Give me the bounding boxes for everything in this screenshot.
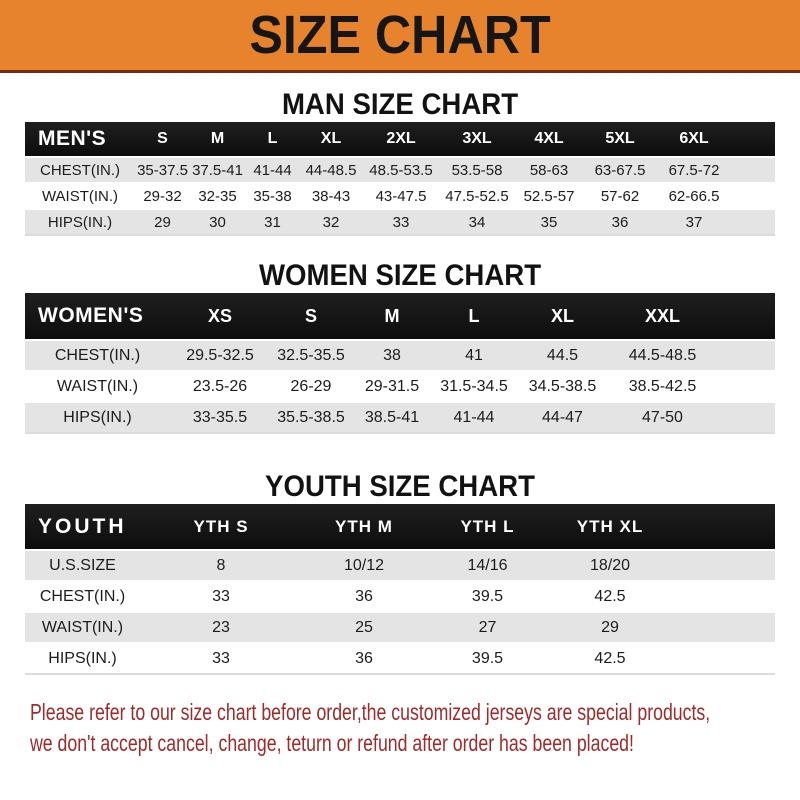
- measurement-value: 30: [190, 210, 245, 236]
- youth-header-row: [25, 504, 775, 549]
- size-column-header: L: [432, 293, 516, 339]
- measurement-label: HIPS(IN.): [25, 403, 170, 434]
- size-column-header: L: [245, 122, 300, 156]
- measurement-value: 33: [140, 644, 302, 675]
- measurement-value: 35: [514, 210, 584, 236]
- size-column-header: 5XL: [584, 122, 656, 156]
- measurement-value: 47.5-52.5: [440, 184, 514, 208]
- measurement-value: 31: [245, 210, 300, 236]
- measurement-value: 43-47.5: [362, 184, 440, 208]
- measurement-value: 23.5-26: [170, 372, 270, 401]
- measurement-value: 47-50: [609, 403, 716, 434]
- measurement-value: 33-35.5: [170, 403, 270, 434]
- measurement-row: [25, 613, 775, 642]
- measurement-value: 29.5-32.5: [170, 341, 270, 370]
- table-corner-label: WOMEN'S: [25, 293, 170, 339]
- mens-header-row: [25, 122, 775, 156]
- measurement-row: [25, 551, 775, 580]
- header-filler-cell: [671, 504, 775, 549]
- measurement-value: 10/12: [302, 551, 426, 580]
- row-filler-cell: [732, 210, 775, 236]
- measurement-value: 38.5-42.5: [609, 372, 716, 401]
- row-filler-cell: [732, 184, 775, 208]
- measurement-row: [25, 184, 775, 208]
- measurement-value: 44-47: [516, 403, 609, 434]
- row-filler-cell: [671, 551, 775, 580]
- row-filler-cell: [671, 582, 775, 611]
- measurement-value: 32-35: [190, 184, 245, 208]
- measurement-value: 36: [302, 582, 426, 611]
- size-column-header: YTH L: [426, 504, 549, 549]
- measurement-value: 36: [302, 644, 426, 675]
- size-column-header: XS: [170, 293, 270, 339]
- measurement-value: 33: [140, 582, 302, 611]
- measurement-value: 23: [140, 613, 302, 642]
- measurement-value: 42.5: [549, 582, 671, 611]
- women-section-heading: WOMEN SIZE CHART: [258, 259, 542, 292]
- womens-size-table: [25, 291, 775, 436]
- measurement-value: 35-38: [245, 184, 300, 208]
- measurement-value: 35.5-38.5: [270, 403, 352, 434]
- measurement-label: CHEST(IN.): [25, 158, 135, 182]
- measurement-label: CHEST(IN.): [25, 341, 170, 370]
- disclaimer-line-2: we don't accept cancel, change, teturn or refund after order has been placed!: [30, 729, 634, 756]
- youth-size-table: [25, 502, 775, 677]
- mens-size-table: [25, 120, 775, 238]
- header-filler-cell: [716, 293, 775, 339]
- size-column-header: M: [190, 122, 245, 156]
- measurement-value: 39.5: [426, 582, 549, 611]
- measurement-value: 44.5-48.5: [609, 341, 716, 370]
- measurement-value: 33: [362, 210, 440, 236]
- size-column-header: YTH S: [140, 504, 302, 549]
- measurement-value: 35-37.5: [135, 158, 190, 182]
- measurement-value: 38-43: [300, 184, 362, 208]
- size-column-header: YTH XL: [549, 504, 671, 549]
- row-filler-cell: [716, 403, 775, 434]
- man-section-heading: MAN SIZE CHART: [281, 88, 519, 121]
- measurement-label: U.S.SIZE: [25, 551, 140, 580]
- measurement-row: [25, 158, 775, 182]
- row-filler-cell: [716, 372, 775, 401]
- measurement-row: [25, 403, 775, 434]
- size-column-header: M: [352, 293, 432, 339]
- measurement-value: 34: [440, 210, 514, 236]
- measurement-value: 41: [432, 341, 516, 370]
- measurement-value: 41-44: [432, 403, 516, 434]
- measurement-value: 36: [584, 210, 656, 236]
- table-corner-label: YOUTH: [25, 504, 140, 549]
- size-column-header: XL: [516, 293, 609, 339]
- measurement-row: [25, 341, 775, 370]
- measurement-row: [25, 372, 775, 401]
- measurement-row: [25, 582, 775, 611]
- measurement-value: 62-66.5: [656, 184, 732, 208]
- measurement-value: 38: [352, 341, 432, 370]
- measurement-value: 14/16: [426, 551, 549, 580]
- measurement-value: 18/20: [549, 551, 671, 580]
- disclaimer-line-1: Please refer to our size chart before order,the customized jerseys are special products,: [30, 699, 711, 725]
- measurement-value: 42.5: [549, 644, 671, 675]
- measurement-value: 48.5-53.5: [362, 158, 440, 182]
- row-filler-cell: [671, 613, 775, 642]
- measurement-value: 57-62: [584, 184, 656, 208]
- measurement-label: CHEST(IN.): [25, 582, 140, 611]
- size-column-header: 4XL: [514, 122, 584, 156]
- measurement-value: 25: [302, 613, 426, 642]
- size-column-header: XL: [300, 122, 362, 156]
- womens-header-row: [25, 293, 775, 339]
- row-filler-cell: [716, 341, 775, 370]
- measurement-label: WAIST(IN.): [25, 184, 135, 208]
- measurement-value: 58-63: [514, 158, 584, 182]
- measurement-value: 38.5-41: [352, 403, 432, 434]
- measurement-value: 8: [140, 551, 302, 580]
- banner-title: SIZE CHART: [249, 5, 551, 65]
- measurement-value: 34.5-38.5: [516, 372, 609, 401]
- measurement-value: 44.5: [516, 341, 609, 370]
- measurement-value: 32: [300, 210, 362, 236]
- measurement-value: 67.5-72: [656, 158, 732, 182]
- measurement-value: 41-44: [245, 158, 300, 182]
- measurement-label: HIPS(IN.): [25, 644, 140, 675]
- measurement-value: 29: [549, 613, 671, 642]
- size-column-header: XXL: [609, 293, 716, 339]
- measurement-value: 27: [426, 613, 549, 642]
- measurement-label: WAIST(IN.): [25, 613, 140, 642]
- size-column-header: 6XL: [656, 122, 732, 156]
- row-filler-cell: [671, 644, 775, 675]
- row-filler-cell: [732, 158, 775, 182]
- order-disclaimer: [30, 697, 800, 758]
- size-column-header: YTH M: [302, 504, 426, 549]
- size-chart-banner: [0, 0, 800, 73]
- measurement-value: 29-31.5: [352, 372, 432, 401]
- size-column-header: 3XL: [440, 122, 514, 156]
- measurement-value: 31.5-34.5: [432, 372, 516, 401]
- measurement-value: 37.5-41: [190, 158, 245, 182]
- measurement-label: HIPS(IN.): [25, 210, 135, 236]
- size-column-header: 2XL: [362, 122, 440, 156]
- measurement-value: 39.5: [426, 644, 549, 675]
- measurement-row: [25, 644, 775, 675]
- measurement-value: 37: [656, 210, 732, 236]
- measurement-value: 52.5-57: [514, 184, 584, 208]
- youth-section-heading: YOUTH SIZE CHART: [265, 470, 535, 503]
- size-column-header: S: [135, 122, 190, 156]
- measurement-value: 32.5-35.5: [270, 341, 352, 370]
- measurement-value: 44-48.5: [300, 158, 362, 182]
- measurement-row: [25, 210, 775, 236]
- header-filler-cell: [732, 122, 775, 156]
- measurement-label: WAIST(IN.): [25, 372, 170, 401]
- measurement-value: 29: [135, 210, 190, 236]
- measurement-value: 29-32: [135, 184, 190, 208]
- size-column-header: S: [270, 293, 352, 339]
- measurement-value: 26-29: [270, 372, 352, 401]
- measurement-value: 53.5-58: [440, 158, 514, 182]
- measurement-value: 63-67.5: [584, 158, 656, 182]
- table-corner-label: MEN'S: [25, 122, 135, 156]
